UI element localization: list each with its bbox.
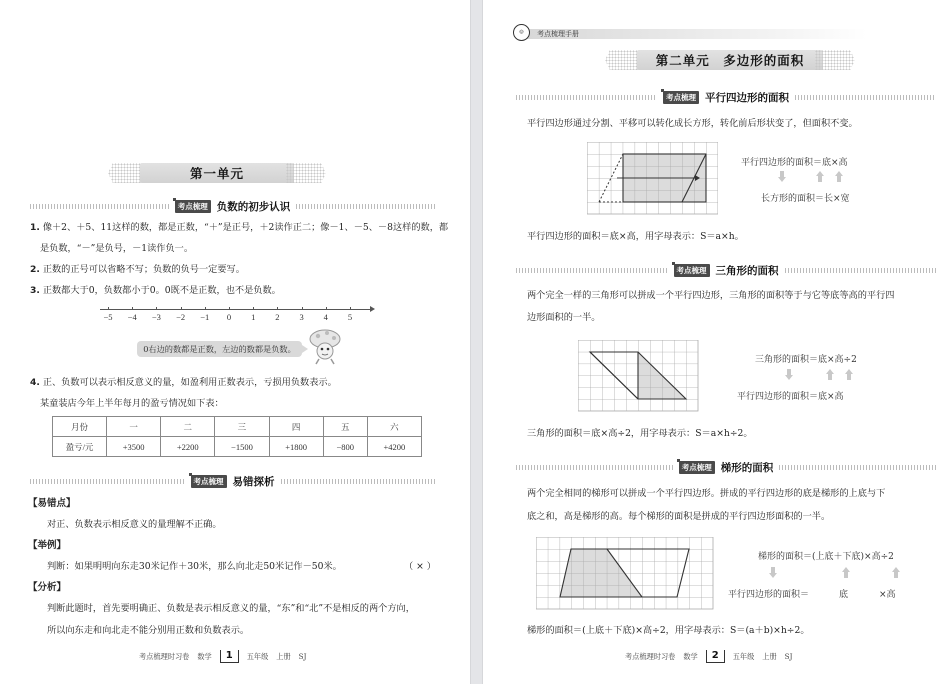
section-header-common-errors (30, 474, 435, 488)
arrow-up-icon (842, 567, 850, 578)
example-text: 判断：如果明明向东走30米记作＋30米，那么向北走50米记作－50米。 (47, 561, 342, 572)
item-2 (30, 263, 245, 276)
table-cell: +1800 (269, 437, 323, 457)
footer-subject: 数学 (683, 651, 698, 661)
divider (281, 479, 436, 484)
number-line-label: −1 (200, 312, 210, 322)
section-header-trapezoid (516, 460, 936, 474)
table-cell: −1500 (215, 437, 269, 457)
divider (516, 465, 673, 470)
divider (785, 268, 937, 273)
footer-term: 上册 (276, 651, 291, 661)
number-line-label: 0 (226, 312, 232, 322)
divider (516, 95, 657, 100)
table-header-row (53, 417, 422, 437)
footer-term: 上册 (762, 651, 777, 661)
unit-title: 第二单元 多边形的面积 (655, 53, 805, 68)
item-number: 1. (30, 222, 40, 233)
item-number: 4. (30, 377, 40, 388)
analysis-line-2: 所以向东走和向北走不能分别用正数和负数表示。 (47, 625, 250, 636)
number-line-label: −2 (176, 312, 186, 322)
page-number: 1 (220, 650, 239, 663)
arrow-up-icon (835, 171, 843, 182)
divider (30, 204, 169, 209)
handbook-header (513, 24, 873, 42)
number-line-label: 5 (347, 312, 353, 322)
number-line-tick (205, 307, 206, 310)
number-line-tick (302, 307, 303, 310)
parallelogram-grid-figure (587, 142, 718, 215)
arrow-up-icon (826, 369, 834, 380)
item-number: 2. (30, 264, 40, 275)
tip-bubble: 0右边的数都是正数，左边的数都是负数。 (137, 341, 302, 357)
item-text: 正、负数可以表示相反意义的量，如盈利用正数表示，亏损用负数表示。 (42, 377, 337, 388)
divider (296, 204, 435, 209)
footer-grade: 五年级 (732, 651, 755, 661)
table-cell: 月份 (53, 417, 107, 437)
number-line-tick (253, 307, 254, 310)
item-number: 3. (30, 285, 40, 296)
arrow-up-icon (816, 171, 824, 182)
number-line-tick (132, 307, 133, 310)
unit-banner (605, 50, 855, 70)
unit-banner (108, 163, 326, 183)
number-line-label: −3 (151, 312, 161, 322)
parallelogram-intro: 平行四边形通过分割、平移可以转化成长方形，转化前后形状变了，但面积不变。 (527, 118, 858, 129)
analysis-line-1: 判断此题时，首先要明确正、负数是表示相反意义的量，“东”和“北”不是相反的两个方向， (47, 603, 415, 614)
triangle-summary: 三角形的面积＝底×高÷2，用字母表示：S＝a×h÷2。 (527, 428, 753, 439)
right-page (483, 0, 947, 684)
item-3 (30, 284, 281, 297)
table-cell: 六 (367, 417, 421, 437)
error-point-text: 对正、负数表示相反意义的量理解不正确。 (47, 519, 222, 530)
item-1-line-1 (30, 221, 448, 234)
number-line-tick (181, 307, 182, 310)
table-row (53, 437, 422, 457)
example-answer: （ × ） (404, 561, 436, 572)
section-header-triangle (516, 263, 936, 277)
table-cell: +4200 (367, 437, 421, 457)
page-footer (139, 650, 306, 663)
arrow-down-icon (785, 369, 793, 380)
section-title: 易错探析 (232, 475, 275, 488)
number-line-label: 4 (323, 312, 328, 322)
number-line-tick (350, 307, 351, 310)
number-line-label: 3 (299, 312, 304, 322)
header-label: 考点梳理手册 (537, 30, 579, 38)
formula-parallelogram: 平行四边形的面积＝底×高 (741, 158, 848, 168)
table-cell: +3500 (107, 437, 161, 457)
page-footer (625, 650, 792, 663)
triangle-grid-figure (578, 340, 699, 412)
number-line (100, 305, 375, 325)
section-header-negative-numbers (30, 199, 435, 213)
trapezoid-intro-line-2: 底之和，高是梯形的高。每个梯形的面积是拼成的平行四边形面积的一半。 (527, 511, 831, 522)
number-line-label: 2 (275, 312, 280, 322)
section-badge: 考点梳理 (191, 475, 227, 488)
left-page (0, 0, 470, 684)
footer-series: 考点梳理时习卷 (139, 651, 190, 661)
table-cell: 一 (107, 417, 161, 437)
number-line-tick (326, 307, 327, 310)
table-cell: 盈亏/元 (53, 437, 107, 457)
number-line-label: −5 (103, 312, 113, 322)
table-cell: 五 (323, 417, 367, 437)
triangle-intro-line-2: 边形面积的一半。 (527, 312, 601, 323)
footer-subject: 数学 (197, 651, 212, 661)
number-line-tick (156, 307, 157, 310)
formula-parallelogram-3-height: ×高 (879, 590, 896, 600)
formula-parallelogram-2: 平行四边形的面积＝底×高 (737, 392, 844, 402)
page-gutter (470, 0, 483, 684)
section-title: 负数的初步认识 (216, 200, 291, 213)
section-title: 平行四边形的面积 (705, 91, 789, 104)
arrow-up-icon (845, 369, 853, 380)
formula-parallelogram-3-lhs: 平行四边形的面积＝ (728, 590, 810, 600)
table-cell: −800 (323, 437, 367, 457)
formula-triangle: 三角形的面积＝底×高÷2 (755, 355, 857, 365)
table-cell: 四 (269, 417, 323, 437)
book-logo-icon: ◎ (513, 24, 530, 41)
footer-series: 考点梳理时习卷 (625, 651, 676, 661)
trapezoid-grid-figure (536, 537, 714, 610)
number-line-tick (229, 307, 230, 310)
mushroom-mascot-icon (307, 328, 343, 366)
section-badge: 考点梳理 (674, 264, 710, 277)
table-cell: +2200 (161, 437, 215, 457)
number-line-label: 1 (251, 312, 256, 322)
section-title: 梯形的面积 (720, 461, 774, 474)
table-cell: 三 (215, 417, 269, 437)
triangle-intro-line-1: 两个完全一样的三角形可以拼成一个平行四边形，三角形的面积等于与它等底等高的平行四 (527, 290, 895, 301)
number-line-axis (100, 309, 371, 310)
trapezoid-intro-line-1: 两个完全相同的梯形可以拼成一个平行四边形。拼成的平行四边形的底是梯形的上底与下 (527, 488, 886, 499)
divider (779, 465, 936, 470)
banner-wing-right (286, 163, 326, 183)
arrow-right-icon (370, 306, 375, 312)
section-badge: 考点梳理 (175, 200, 211, 213)
number-line-tick (277, 307, 278, 310)
section-badge: 考点梳理 (663, 91, 699, 104)
footer-grade: 五年级 (246, 651, 269, 661)
table-intro: 某童装店今年上半年每月的盈亏情况如下表： (40, 398, 224, 409)
footer-edition: SJ (784, 652, 793, 661)
section-badge: 考点梳理 (679, 461, 715, 474)
page-number: 2 (706, 650, 725, 663)
item-4 (30, 376, 337, 389)
parallelogram-summary: 平行四边形的面积＝底×高，用字母表示：S＝a×h。 (527, 231, 744, 242)
item-text: 正数都大于0，负数都小于0。0既不是正数，也不是负数。 (42, 285, 281, 296)
table-cell: 二 (161, 417, 215, 437)
section-header-parallelogram (516, 90, 936, 104)
number-line-tick (108, 307, 109, 310)
formula-rectangle: 长方形的面积＝长×宽 (761, 194, 850, 204)
divider (516, 268, 668, 273)
divider (795, 95, 936, 100)
example-label: 【举例】 (28, 540, 67, 551)
banner-wing-right (815, 50, 855, 70)
item-text: 正数的正号可以省略不写；负数的负号一定要写。 (42, 264, 245, 275)
arrow-down-icon (769, 567, 777, 578)
trapezoid-summary: 梯形的面积＝(上底＋下底)×高÷2，用字母表示：S＝(a＋b)×h÷2。 (527, 625, 810, 636)
error-point-label: 【易错点】 (28, 498, 76, 509)
analysis-label: 【分析】 (28, 582, 67, 593)
arrow-down-icon (778, 171, 786, 182)
formula-parallelogram-3-base: 底 (839, 590, 849, 600)
number-line-label: −4 (127, 312, 137, 322)
arrow-up-icon (892, 567, 900, 578)
footer-edition: SJ (298, 652, 307, 661)
formula-trapezoid: 梯形的面积＝(上底＋下底)×高÷2 (758, 552, 894, 562)
item-1-line-2: 是负数，“－”是负号，－1读作负一。 (40, 243, 194, 254)
profit-loss-table (52, 416, 422, 457)
item-text: 像＋2、＋5、11这样的数，都是正数，“＋”是正号，＋2读作正二；像－1、－5、－8这样的数，都 (42, 222, 449, 233)
section-title: 三角形的面积 (715, 264, 779, 277)
divider (30, 479, 185, 484)
unit-title: 第一单元 (189, 166, 244, 181)
